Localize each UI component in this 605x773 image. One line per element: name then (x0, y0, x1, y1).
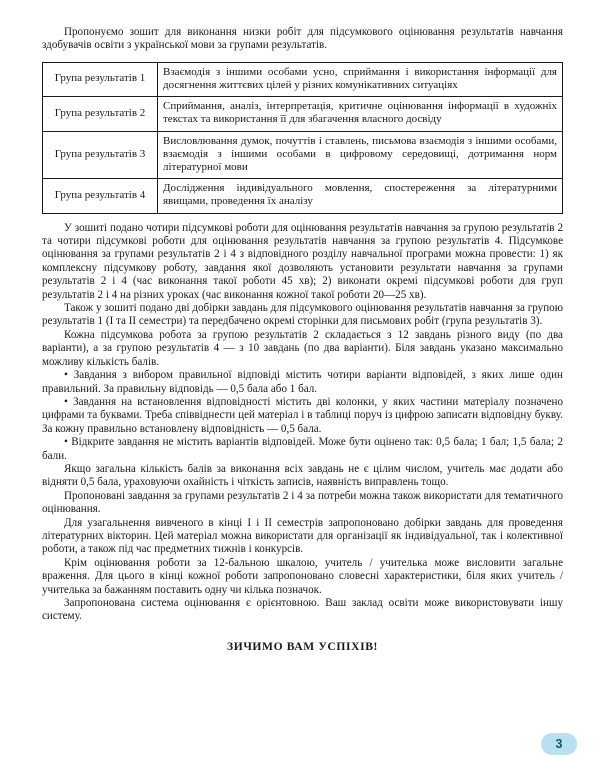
page-number-badge: 3 (541, 733, 577, 755)
body-paragraph-8: Запропонована система оцінювання є орієнтовною. Ваш заклад освіти може використовувати іншу систему. (42, 597, 563, 623)
body-paragraph-6: Для узагальнення вивченого в кінці I і II семестрів запропоновано добірки завдань для проведення літературних вікторин. Цей матеріал можна використати для організації як індивідуальної, так і колективної роботи, а також під час предметних тижнів і конкурсів. (42, 516, 563, 556)
body-paragraph-3: Кожна підсумкова робота за групою результатів 2 складається з 12 завдань різного виду (по два варіанти), а за групою результатів 4 — з 10 завдань (по два варіанти). Біля завдань указано максимально можливу кількість балів. (42, 328, 563, 368)
group-label: Група результатів 1 (43, 62, 158, 96)
body-paragraph-2: Також у зошиті подано дві добірки завдань для підсумкового оцінювання результатів навчання за групою результатів 1 (I та II семестри) та передбачено окремі сторінки для письмових робіт (група результатів 3). (42, 302, 563, 328)
table-row (43, 179, 563, 213)
group-description: Висловлювання думок, почуттів і ставлень, письмова взаємодія з іншими особами, взаємодія з іншими особами в цифровому середовищі, дотримання норм літературної мови (158, 131, 563, 179)
group-label: Група результатів 2 (43, 97, 158, 131)
intro-paragraph: Пропонуємо зошит для виконання низки робіт для підсумкового оцінювання результатів навчання здобувачів освіти з української мови за групами результатів. (42, 26, 563, 52)
table-row (43, 131, 563, 179)
bullet-paragraph-1: • Завдання з вибором правильної відповіді містить чотири варіанти відповідей, з яких лише один правильний. За правильну відповідь — 0,5 бала або 1 бал. (42, 369, 563, 395)
group-label: Група результатів 4 (43, 179, 158, 213)
group-description: Сприймання, аналіз, інтерпретація, критичне оцінювання інформації в художніх текстах та використання її для збагачення власного досвіду (158, 97, 563, 131)
bullet-paragraph-2: • Завдання на встановлення відповідності містить дві колонки, у яких частини матеріалу позначено цифрами та буквами. Треба співвіднести цей матеріал і в таблиці поруч із цифрою записати відповідну букву. За кожну правильно встановлену відповідність — 0,5 бала. (42, 395, 563, 435)
results-groups-table-wrapper (42, 62, 563, 214)
table-row (43, 62, 563, 96)
group-description: Дослідження індивідуального мовлення, спостереження за літературними явищами, проведення їх аналізу (158, 179, 563, 213)
results-groups-table (42, 62, 563, 214)
bullet-paragraph-3: • Відкрите завдання не містить варіантів відповідей. Може бути оцінено так: 0,5 бала; 1 бал; 1,5 бала; 2 бали. (42, 436, 563, 462)
body-paragraph-1: У зошиті подано чотири підсумкові роботи для оцінювання результатів навчання за групою результатів 2 та чотири підсумкові роботи для оцінювання результатів навчання за групою результатів 4. Підсумкове оцінювання за групами результатів 2 і 4 з відповідного розділу навчальної програми можна провести: 1) як комплексну підсумкову роботу, завдання якої дозволяють установити результати навчання за групами результатів 2 і 4 (час виконання такої роботи 45 хв); 2) виконати окремі підсумкові роботи для груп результатів 2 і 4 на різних уроках (час виконання кожної такої роботи 20—25 хв). (42, 221, 563, 301)
group-description: Взаємодія з іншими особами усно, сприймання і використання інформації для досягнення життєвих цілей у різних комунікативних ситуаціях (158, 62, 563, 96)
closing-line: ЗИЧИМО ВАМ УСПІХІВ! (226, 639, 379, 653)
body-paragraph-4: Якщо загальна кількість балів за виконання всіх завдань не є цілим числом, учитель має додати або відняти 0,5 бала, ураховуючи охайність і чіткість записів, наявність виправлень тощо. (42, 462, 563, 489)
body-paragraph-5: Пропоновані завдання за групами результатів 2 і 4 за потреби можна також використати для тематичного оцінювання. (42, 489, 563, 516)
table-row (43, 97, 563, 131)
group-label: Група результатів 3 (43, 131, 158, 179)
body-paragraph-7: Крім оцінювання роботи за 12-бальною шкалою, учитель / учителька може висловити загальне враження. Для цього в кінці кожної роботи запропоновано словесні характеристики, біля яких учитель / учителька за бажанням поставить одну чи кілька позначок. (42, 556, 563, 596)
